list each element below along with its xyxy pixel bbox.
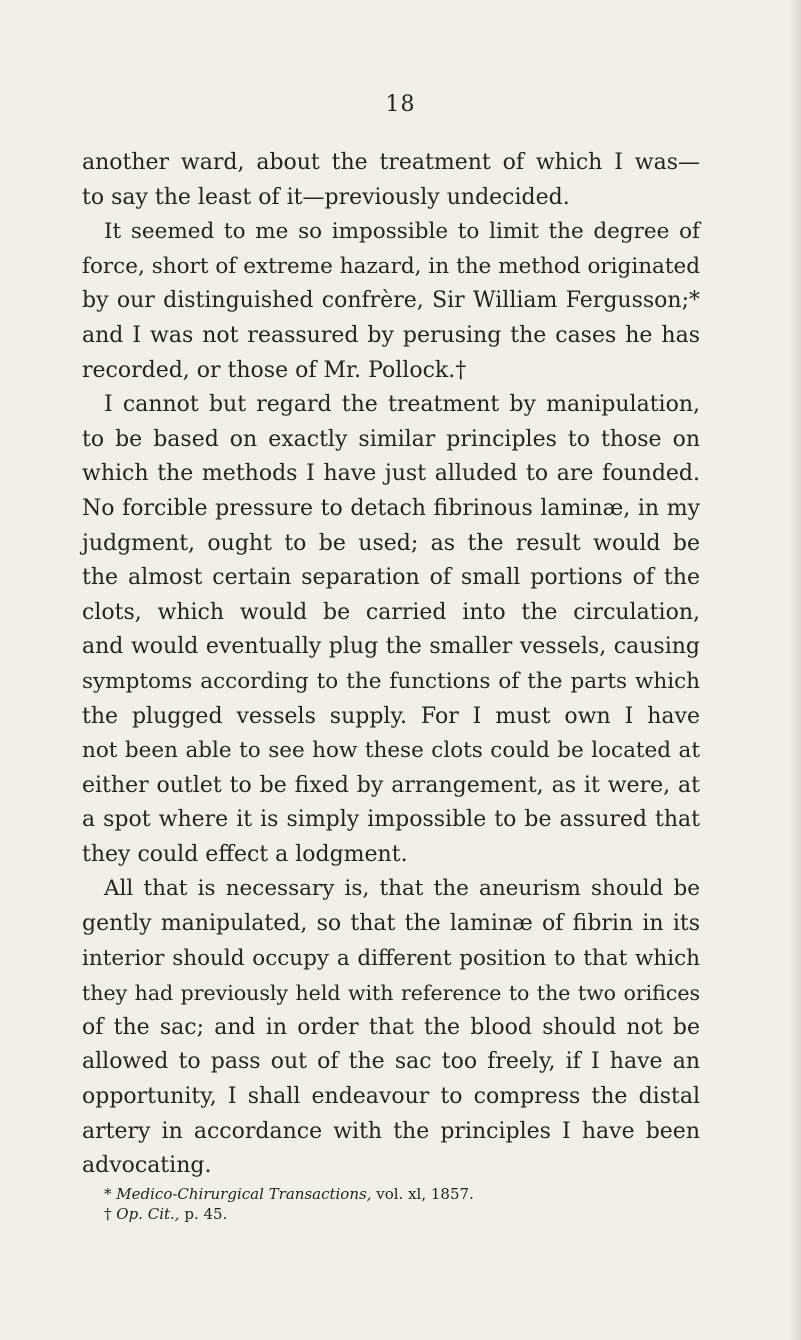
text-line: No forcible pressure to detach fibrinous laminæ, in my [82,495,700,521]
text-line: they had previously held with reference to the two orifices [82,981,700,1006]
paragraph [82,146,700,215]
text-line: not been able to see how these clots could be located at [82,738,700,764]
footnote [104,1184,704,1204]
footnote-detail: vol. xl, 1857. [376,1185,474,1203]
text-line: to be based on exactly similar principles to those on [82,426,700,452]
text-line: a spot where it is simply impossible to be assured that [82,807,700,833]
footnote-source: Medico-Chirurgical Transactions, [116,1185,372,1203]
footnote-mark: * [104,1185,112,1203]
text-line: the plugged vessels supply. For I must own I have [82,703,700,729]
paragraph [82,388,700,872]
text-line: It seemed to me so impossible to limit the degree of [104,219,700,245]
footnote-detail: p. 45. [184,1205,228,1223]
paragraph [82,215,700,388]
text-line: force, short of extreme hazard, in the method originated [82,253,700,279]
text-line: the almost certain separation of small portions of the [82,565,700,591]
page-number: 18 [385,92,416,117]
text-line: opportunity, I shall endeavour to compress the distal [82,1084,700,1110]
text-line: to say the least of it—previously undecided. [82,184,570,210]
text-line: which the methods I have just alluded to are founded. [82,461,700,487]
text-line: either outlet to be fixed by arrangement, as it were, at [82,772,700,798]
text-line: they could effect a lodgment. [82,841,408,867]
page-edge-shadow [789,0,801,1340]
text-line: gently manipulated, so that the laminæ of fibrin in its [82,911,700,937]
text-line: by our distinguished confrère, Sir William Fergusson;* [82,288,700,314]
footnote-source: Op. Cit., [116,1205,180,1223]
text-line: symptoms according to the functions of the parts which [82,668,700,694]
text-line: advocating. [82,1153,212,1179]
footnote-mark: † [104,1205,112,1223]
body-text [82,146,700,1184]
text-line: I cannot but regard the treatment by manipulation, [104,392,700,418]
footnotes [104,1184,704,1224]
text-line: interior should occupy a different position to that which [82,945,700,971]
text-line: and I was not reassured by perusing the cases he has [82,322,700,348]
text-line: artery in accordance with the principles I have been [82,1118,700,1144]
footnote [104,1204,704,1224]
text-line: clots, which would be carried into the circulation, [82,599,700,625]
text-line: another ward, about the treatment of which I was— [82,150,700,175]
text-line: of the sac; and in order that the blood should not be [82,1014,700,1040]
text-line: allowed to pass out of the sac too freely, if I have an [82,1049,700,1075]
text-line: and would eventually plug the smaller vessels, causing [82,634,700,660]
text-line: recorded, or those of Mr. Pollock.† [82,357,467,383]
paragraph [82,872,700,1183]
text-line: All that is necessary is, that the aneurism should be [104,876,700,902]
text-line: judgment, ought to be used; as the result would be [82,530,700,556]
